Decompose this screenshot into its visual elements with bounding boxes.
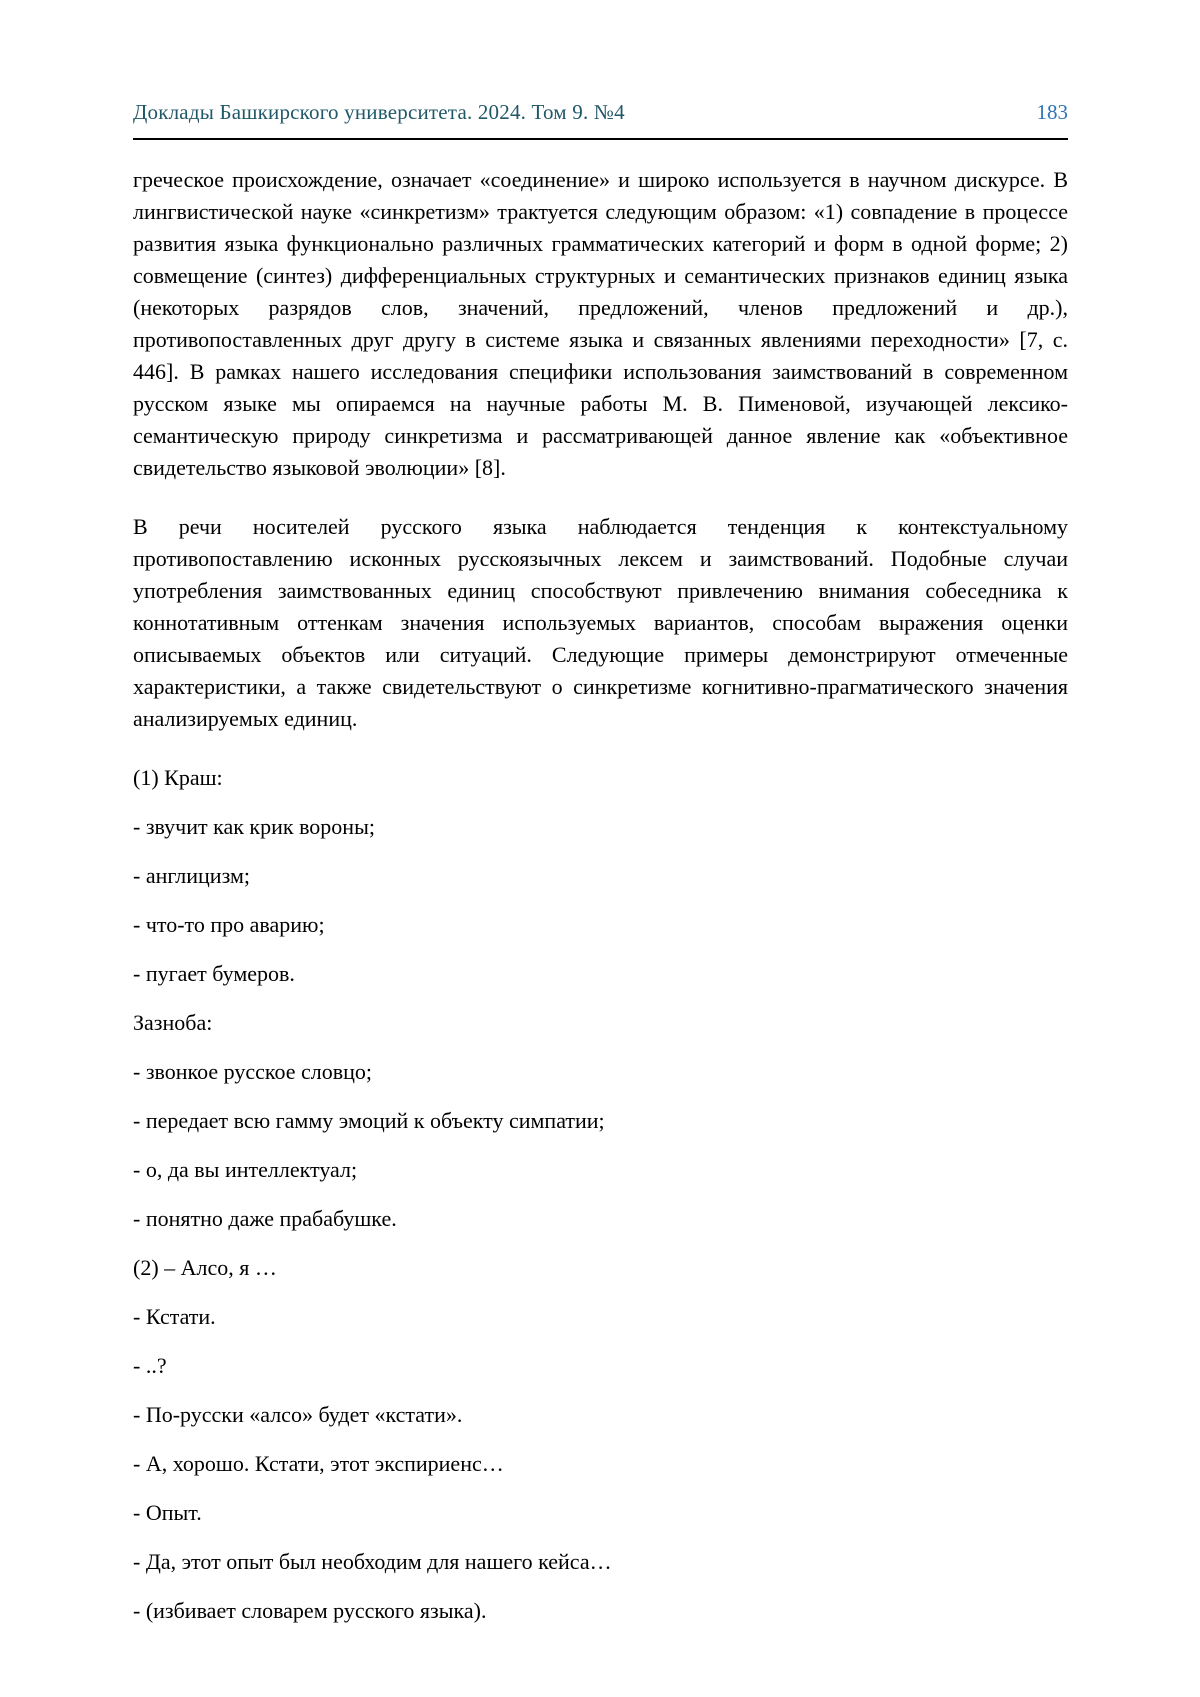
- example-line: - о, да вы интеллектуал;: [133, 1157, 358, 1182]
- journal-title: Доклады Башкирского университета. 2024. Том 9. №4: [133, 100, 625, 124]
- example-line: - Да, этот опыт был необходим для нашего кейса…: [133, 1549, 612, 1574]
- paragraph-native-vs-borrowed: В речи носителей русского языка наблюдается тенденция к контекстуальному противопоставлению исконных русскоязычных лексем и заимствований. Подобные случаи употребления заимствованных единиц способствуют привлечению внимания собеседника к коннотативным оттенкам значения используемых вариантов, способам выражения оценки описываемых объектов или ситуаций. Следующие примеры демонстрируют отмеченные характеристики, а также свидетельствуют о синкретизме когнитивно-прагматического значения анализируемых единиц.: [133, 514, 1068, 731]
- example-line: - пугает бумеров.: [133, 961, 295, 986]
- example-line: (2) – Алсо, я …: [133, 1255, 277, 1280]
- example-line: - звонкое русское словцо;: [133, 1059, 372, 1084]
- example-line: (1) Краш:: [133, 765, 223, 790]
- example-line: - А, хорошо. Кстати, этот экспириенс…: [133, 1451, 504, 1476]
- example-line: Зазноба:: [133, 1010, 213, 1035]
- example-1: [133, 762, 1068, 1235]
- example-line: - понятно даже прабабушке.: [133, 1206, 397, 1231]
- page-body: [133, 140, 1068, 1627]
- example-line: - ..?: [133, 1353, 167, 1378]
- page-header: [133, 100, 1068, 140]
- page-number: 183: [1036, 100, 1068, 124]
- example-line: - По-русски «алсо» будет «кстати».: [133, 1402, 463, 1427]
- example-line: - Кстати.: [133, 1304, 216, 1329]
- example-line: - что-то про аварию;: [133, 912, 325, 937]
- example-line: - звучит как крик вороны;: [133, 814, 375, 839]
- example-line: - передает всю гамму эмоций к объекту симпатии;: [133, 1108, 605, 1133]
- paragraph-syncretism-definition: греческое происхождение, означает «соединение» и широко используется в научном дискурсе. В лингвистической науке «синкретизм» трактуется следующим образом: «1) совпадение в процессе развития языка функционально различных грамматических категорий и форм в одной форме; 2) совмещение (синтез) дифференциальных структурных и семантических признаков единиц языка (некоторых разрядов слов, значений, предложений, членов предложений и др.), противопоставленных друг другу в системе языка и связанных явлениями переходности» [7, с. 446]. В рамках нашего исследования специфики использования заимствований в современном русском языке мы опираемся на научные работы М. В. Пименовой, изучающей лексико-семантическую природу синкретизма и рассматривающей данное явление как «объективное свидетельство языковой эволюции» [8].: [133, 167, 1068, 480]
- example-line: - англицизм;: [133, 863, 250, 888]
- example-2: [133, 1252, 1068, 1627]
- example-line: - (избивает словарем русского языка).: [133, 1598, 487, 1623]
- example-line: - Опыт.: [133, 1500, 202, 1525]
